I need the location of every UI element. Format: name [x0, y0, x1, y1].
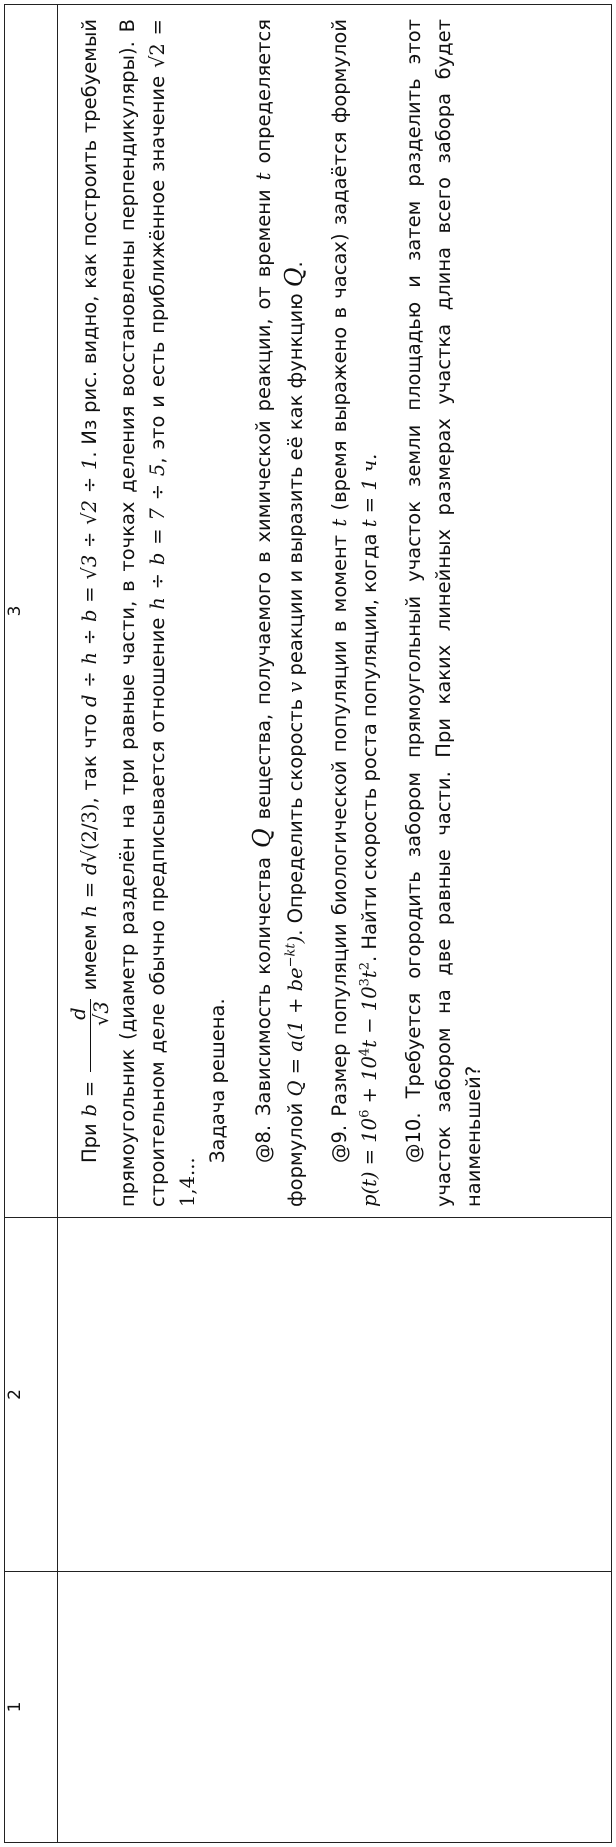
cell-col-1 [58, 1572, 612, 1843]
formula-approx: √2 = 1,4... [146, 18, 199, 1207]
task9-text-3: . Найти скорость роста популяции, когда [358, 533, 381, 962]
task8-text-5: реакции и выразить её как функцию [284, 293, 307, 676]
header-col-3: 3 [5, 5, 58, 1218]
intro-pre: При [78, 1123, 101, 1163]
intro-mid: имеем [78, 924, 101, 991]
task8-formula: Q = a(1 + be [284, 967, 307, 1097]
header-col-2: 2 [5, 1218, 58, 1572]
task9-formula-d: t [358, 970, 381, 979]
fraction-denominator: √3 [90, 1001, 113, 1027]
task-8 [247, 19, 311, 1207]
formula-sqrt-fraction: √(2/3) [78, 803, 101, 863]
intro-text-2: . Из рис. видно, как построить требуемый прямоугольник (диаметр разделён на три равные части, в точках деления восстановлены перпендикуляры). В строительном деле обычно предписывается отношение [78, 18, 169, 1207]
fraction-numerator: d [68, 999, 91, 1072]
task8-text-6: . [284, 261, 307, 268]
formula-ratio: d ÷ h ÷ b = √3 ÷ √2 ÷ 1 [78, 457, 101, 707]
task8-var-t: t [252, 172, 275, 181]
solved-line: Задача решена. [206, 998, 229, 1163]
task9-exp-6: 6 [357, 1109, 373, 1118]
header-row [5, 5, 58, 1843]
task9-exp-2: 2 [357, 961, 373, 971]
task9-exp-3: 3 [357, 978, 373, 987]
intro-text-3: , это и есть приближённое значение [146, 75, 169, 464]
task8-text-4: . Определить скорость [284, 698, 307, 936]
formula-b: b = [78, 1080, 101, 1117]
fraction-d-sqrt3 [68, 999, 113, 1072]
task9-var-t: t [328, 518, 351, 527]
task8-formula-end: ) [284, 935, 307, 944]
task8-text-3: определяется формулой [252, 19, 307, 1207]
task-10: @10. Требуется огородить забором прямоугольный участок земли площадью и затем разделить этот участок забором на две равные части. При каких линейных размерах участка длина всего забора будет наименьшей? [402, 19, 485, 1207]
task8-formula-exponent: −kt [283, 943, 299, 968]
task8-text-1: @8. Зависимость количества [252, 856, 275, 1163]
task9-text-1: @9. Размер популяции биологической популяции в момент [328, 534, 351, 1163]
task9-unit: ч. [358, 453, 381, 473]
intro-paragraph [68, 19, 203, 1207]
task8-var-Q: Q [248, 828, 276, 848]
content-text [58, 5, 497, 1217]
header-col-1: 1 [5, 1572, 58, 1843]
task8-text-2: вещества, получаемого в химической реакции, от времени [252, 189, 275, 820]
cell-col-2 [58, 1218, 612, 1572]
task8-var-Q2: Q [280, 267, 308, 288]
task9-exp-4: 4 [357, 1047, 373, 1057]
task8-var-v: v [284, 681, 307, 693]
task-9 [325, 19, 385, 1207]
formula-ratio-2: h ÷ b = 7 ÷ 5 [146, 463, 169, 610]
task9-condition: t = 1 [358, 478, 381, 528]
task9-formula-b: + 10 [358, 1056, 381, 1110]
document-table [4, 4, 612, 1843]
task9-formula-a: p(t) = 10 [358, 1117, 381, 1207]
task9-formula-c: t − 10 [358, 986, 381, 1048]
task9-text-2: (время выражено в часах) задаётся формулой [328, 19, 351, 511]
content-row [58, 5, 612, 1843]
cell-col-3 [58, 5, 612, 1218]
formula-h: h = d [78, 862, 101, 918]
intro-text-1: , так что [78, 713, 101, 804]
